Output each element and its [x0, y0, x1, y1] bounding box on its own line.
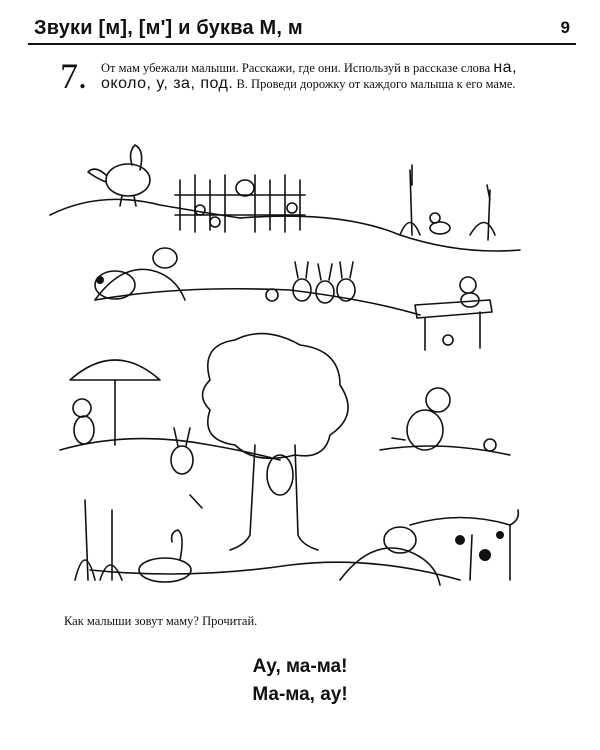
reeds-bottom-left	[75, 500, 191, 582]
cow-spot-3	[496, 531, 504, 539]
kitten-illustration	[73, 399, 94, 444]
calf-in-hay-illustration	[95, 248, 185, 300]
hill-lower-left	[60, 439, 280, 460]
reeds-top-right	[400, 165, 495, 240]
cow-spot-1	[455, 535, 465, 545]
hill-mid	[95, 289, 420, 315]
tree-illustration	[203, 334, 349, 550]
umbrella-illustration	[70, 360, 160, 445]
reading-question: Как малыши зовут маму? Прочитай.	[64, 614, 258, 628]
hen-illustration	[88, 145, 150, 206]
chant-line-2: Ма-ма, ау!	[252, 684, 348, 705]
header-rule	[28, 43, 576, 45]
page-header	[28, 14, 576, 44]
page-title: Звуки [м], [м'] и буква М, м	[34, 17, 303, 39]
hill-top-right	[240, 216, 520, 251]
dog-illustration	[392, 388, 496, 451]
cow-spot-2	[479, 549, 491, 561]
fence-illustration	[175, 175, 305, 232]
illustration-scene	[40, 140, 550, 605]
task-text-part1: От мам убежали малыши. Расскажи, где они. Используй в рассказе слова	[101, 61, 494, 75]
page-number: 9	[560, 18, 570, 37]
task-number: 7.	[60, 56, 87, 96]
task-prepositions: на, около, у, за, под.	[101, 59, 518, 92]
task-instructions	[101, 60, 541, 92]
bench-illustration	[415, 277, 492, 350]
calf-spot	[96, 276, 104, 284]
cow-illustration	[340, 510, 518, 585]
chant-line-1: Ау, ма-ма!	[252, 656, 348, 677]
task-text-part2: В. Проведи дорожку от каждого малыша к его маме.	[233, 77, 516, 91]
